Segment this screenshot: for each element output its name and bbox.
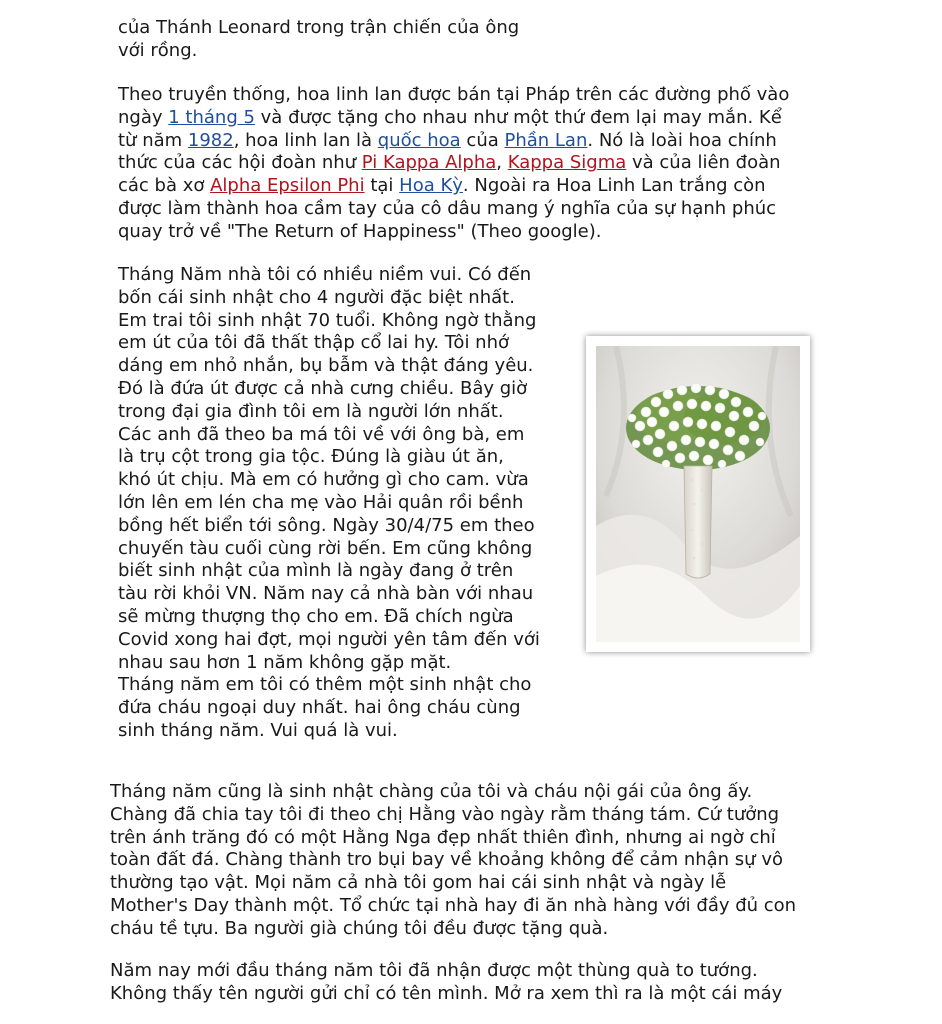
paragraph-gift-box [110,960,782,1006]
link-pi-kappa-alpha[interactable]: Pi Kappa Alpha [361,152,497,174]
text-line: em út của tôi đã thất thập cổ lai hy. Tôi nhớ [118,332,509,354]
text-line: đứa cháu ngoại duy nhất. hai ông cháu cùng [118,697,521,719]
text-line: chuyến tàu cuối cùng rời bến. Em cũng không [118,537,533,559]
text-line: Các anh đã theo ba má tôi về với ông bà, em [118,423,525,445]
text-line: biết sinh nhật của mình là ngày đang ở trên [118,560,514,582]
text-line: Tháng năm em tôi có thêm một sinh nhật cho [118,674,532,696]
text-line: sẽ mừng thượng thọ cho em. Đã chích ngừa [118,605,514,627]
text-line: Tháng Năm nhà tôi có nhiều niềm vui. Có đến [118,264,532,285]
paragraph-husband-birthday [110,781,796,941]
text-line: lớn lên em lén cha mẹ vào Hải quân rồi bềnh [118,491,524,513]
text-line: khó út chịu. Mà em có hưởng gì cho cam. vừa [118,469,529,491]
text-line: Mother's Day thành một. Tổ chức tại nhà hay đi ăn nhà hàng với đầy đủ con [110,894,797,916]
paragraph-saint-leonard [118,17,519,63]
text-line: ngày 1 tháng 5 và được tặng cho nhau như một thứ đem lại may mắn. Kể [118,106,782,128]
text-line: Em trai tôi sinh nhật 70 tuổi. Không ngờ thằng [118,309,537,331]
link-kappa-sigma[interactable]: Kappa Sigma [507,152,627,174]
link-phan-lan[interactable]: Phần Lan [504,129,588,151]
text-line: quay trở về "The Return of Happiness" (Theo google). [118,220,602,242]
text-line: được làm thành hoa cầm tay của cô dâu mang ý nghĩa của sự hạnh phúc [118,197,777,219]
text-line: cháu tề tựu. Ba người già chúng tôi đều được tặng quà. [110,917,609,939]
paragraph-tradition [118,84,789,244]
text-line: sinh tháng năm. Vui quá là vui. [118,719,398,741]
text-line: là trụ cột trong gia tộc. Đúng là giàu út ăn, [118,446,504,468]
link-quoc-hoa[interactable]: quốc hoa [377,129,461,151]
link-1982[interactable]: 1982 [187,129,234,151]
text-line: các bà xơ Alpha Epsilon Phi tại Hoa Kỳ. Ngoài ra Hoa Linh Lan trắng còn [118,175,766,197]
text-line: trên ánh trăng đó có một Hằng Nga đẹp nhất thiên đình, nhưng ai ngờ chỉ [110,826,776,848]
text-line: Chàng đã chia tay tôi đi theo chị Hằng vào ngày rằm tháng tám. Cứ tưởng [110,803,780,825]
text-line: bốn cái sinh nhật cho 4 người đặc biệt nhất. [118,286,515,308]
text-line: Không thấy tên người gửi chỉ có tên mình. Mở ra xem thì ra là một cái máy [110,982,783,1004]
text-line: Đó là đứa út được cả nhà cưng chiều. Bây giờ [118,377,528,399]
text-line: nhau sau hơn 1 năm không gặp mặt. [118,651,452,673]
text-line: bồng hết biển tới sông. Ngày 30/4/75 em theo [118,514,535,536]
text-line: Theo truyền thống, hoa linh lan được bán tại Pháp trên các đường phố vào [118,84,790,105]
lily-of-the-valley-bouquet-image [596,346,800,642]
link-alpha-epsilon-phi[interactable]: Alpha Epsilon Phi [210,175,365,197]
text-line: của Thánh Leonard trong trận chiến của ông [118,17,520,38]
text-line: từ năm 1982, hoa linh lan là quốc hoa của Phần Lan. Nó là loài hoa chính [118,129,777,151]
link-may-1[interactable]: 1 tháng 5 [168,106,255,128]
text-line: Tháng năm cũng là sinh nhật chàng của tôi và cháu nội gái của ông ấy. [110,781,753,802]
paragraph-may-birthdays [118,264,540,743]
bouquet-photo [586,336,810,652]
text-line: thức của các hội đoàn như Pi Kappa Alpha, Kappa Sigma và của liên đoàn [118,152,781,174]
text-line: trong đại gia đình tôi em là người lớn nhất. [118,400,504,422]
text-line: Covid xong hai đợt, mọi người yên tâm đến với [118,628,540,650]
text-line: Năm nay mới đầu tháng năm tôi đã nhận được một thùng quà to tướng. [110,960,758,981]
text-line: dáng em nhỏ nhắn, bụ bẫm và thật đáng yêu. [118,355,534,377]
link-hoa-ky[interactable]: Hoa Kỳ [399,175,463,197]
text-line: toàn đất đá. Chàng thành tro bụi bay về khoảng không để cảm nhận sự vô [110,849,783,871]
text-line: thường tạo vật. Mọi năm cả nhà tôi gom hai cái sinh nhật và ngày lễ [110,872,727,894]
text-line: với rồng. [118,39,198,61]
text-line: tàu rời khỏi VN. Năm nay cả nhà bàn với nhau [118,583,534,605]
